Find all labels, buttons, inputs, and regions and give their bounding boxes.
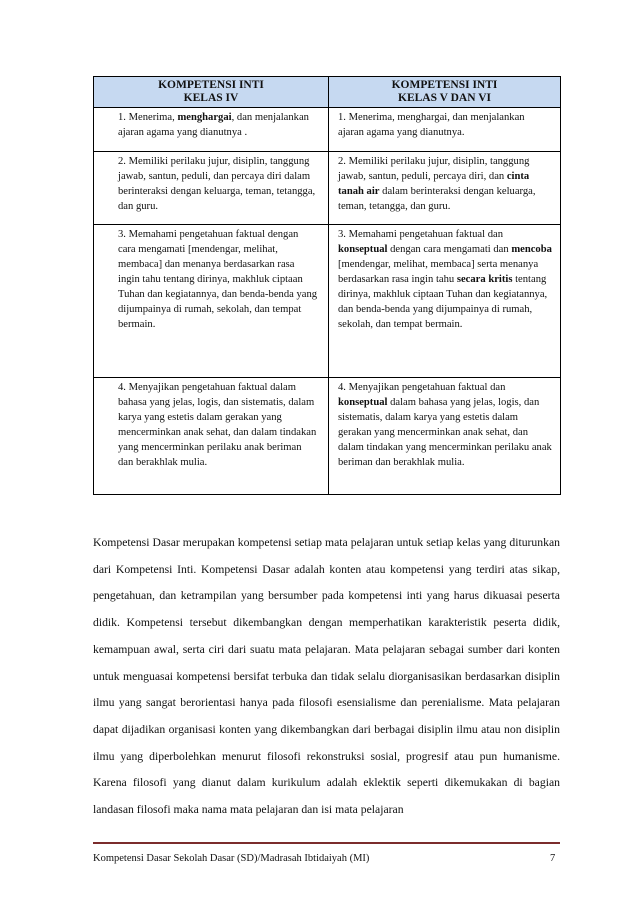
header-kelas-v-vi	[329, 77, 561, 108]
footer-document-title: Kompetensi Dasar Sekolah Dasar (SD)/Madrasah Ibtidaiyah (MI)	[93, 853, 370, 864]
cell-text: 1. Menerima, menghargai, dan menjalankan ajaran agama yang dianutnya.	[338, 112, 525, 138]
page-number: 7	[550, 853, 556, 864]
table-row	[94, 378, 561, 495]
ki-cell-kelas-iv	[94, 378, 329, 495]
table-header-row	[94, 77, 561, 108]
cell-text: 4. Menyajikan pengetahuan faktual dan konseptual dalam bahasa yang jelas, logis, dan sistematis, dalam karya yang estetis dalam gerakan yang mencerminkan anak sehat, dan dalam tindakan yang mencerminkan perilaku anak beriman dan berakhlak mulia.	[338, 382, 552, 468]
cell-text: 4. Menyajikan pengetahuan faktual dalam bahasa yang jelas, logis, dan sistematis, dalam karya yang estetis dalam gerakan yang mencerminkan anak sehat, dan dalam tindakan yang mencerminkan perilaku anak beriman dan berakhlak mulia.	[118, 382, 317, 468]
ki-cell-kelas-v-vi	[329, 378, 561, 495]
table-row	[94, 152, 561, 225]
ki-cell-kelas-v-vi	[329, 152, 561, 225]
cell-text: 3. Memahami pengetahuan faktual dan konseptual dengan cara mengamati dan mencoba [mendengar, melihat, membaca] serta menanya berdasarkan rasa ingin tahu secara kritis tentang dirinya, makhluk ciptaan Tuhan dan kegiatannya, dan benda-benda yang dijumpainya di rumah, sekolah, dan tempat bermain.	[338, 229, 552, 330]
footer-divider	[93, 842, 560, 844]
cell-text: 2. Memiliki perilaku jujur, disiplin, tanggung jawab, santun, peduli, percaya diri, dan cinta tanah air dalam berinteraksi dengan keluarga, teman, tetangga, dan guru.	[338, 156, 536, 212]
body-paragraph: Kompetensi Dasar merupakan kompetensi setiap mata pelajaran untuk setiap kelas yang diturunkan dari Kompetensi Inti. Kompetensi Dasar adalah konten atau kompetensi yang terdiri atas sikap, pengetahuan, dan ketrampilan yang bersumber pada kompetensi inti yang harus dikuasai peserta didik. Kompetensi tersebut dikembangkan dengan memperhatikan karakteristik peserta didik, kemampuan awal, serta ciri dari suatu mata pelajaran. Mata pelajaran sebagai sumber dari konten untuk menguasai kompetensi bersifat terbuka dan tidak selalu diorganisasikan berdasarkan disiplin ilmu yang sangat berorientasi hanya pada filosofi esensialisme dan perenialisme. Mata pelajaran dapat dijadikan organisasi konten yang dikembangkan dari berbagai disiplin ilmu atau non disiplin ilmu yang diperbolehkan menurut filosofi rekonstruksi sosial, progresif atau pun humanisme. Karena filosofi yang dianut dalam kurikulum adalah eklektik seperti dikemukakan di bagian landasan filosofi maka nama mata pelajaran dan isi mata pelajaran	[93, 536, 560, 817]
header-subtitle: KELAS V DAN VI	[398, 92, 491, 104]
cell-text: 2. Memiliki perilaku jujur, disiplin, tanggung jawab, santun, peduli, dan percaya diri dalam berinteraksi dengan keluarga, teman, tetangga, dan guru.	[118, 156, 316, 212]
ki-cell-kelas-v-vi	[329, 108, 561, 152]
ki-cell-kelas-iv	[94, 152, 329, 225]
ki-cell-kelas-iv	[94, 225, 329, 378]
header-kelas-iv	[94, 77, 329, 108]
cell-text: 1. Menerima, menghargai, dan menjalankan ajaran agama yang dianutnya .	[118, 112, 309, 138]
header-subtitle: KELAS IV	[183, 92, 239, 104]
header-title: KOMPETENSI INTI	[158, 79, 264, 91]
ki-cell-kelas-iv	[94, 108, 329, 152]
ki-cell-kelas-v-vi	[329, 225, 561, 378]
table-row	[94, 225, 561, 378]
table-row	[94, 108, 561, 152]
cell-text: 3. Memahami pengetahuan faktual dengan cara mengamati [mendengar, melihat, membaca] dan menanya berdasarkan rasa ingin tahu tentang dirinya, makhluk ciptaan Tuhan dan kegiatannya, dan benda-benda yang dijumpainya di rumah, sekolah, dan tempat bermain.	[118, 229, 318, 330]
header-title: KOMPETENSI INTI	[391, 79, 498, 91]
kompetensi-inti-table	[93, 76, 561, 495]
